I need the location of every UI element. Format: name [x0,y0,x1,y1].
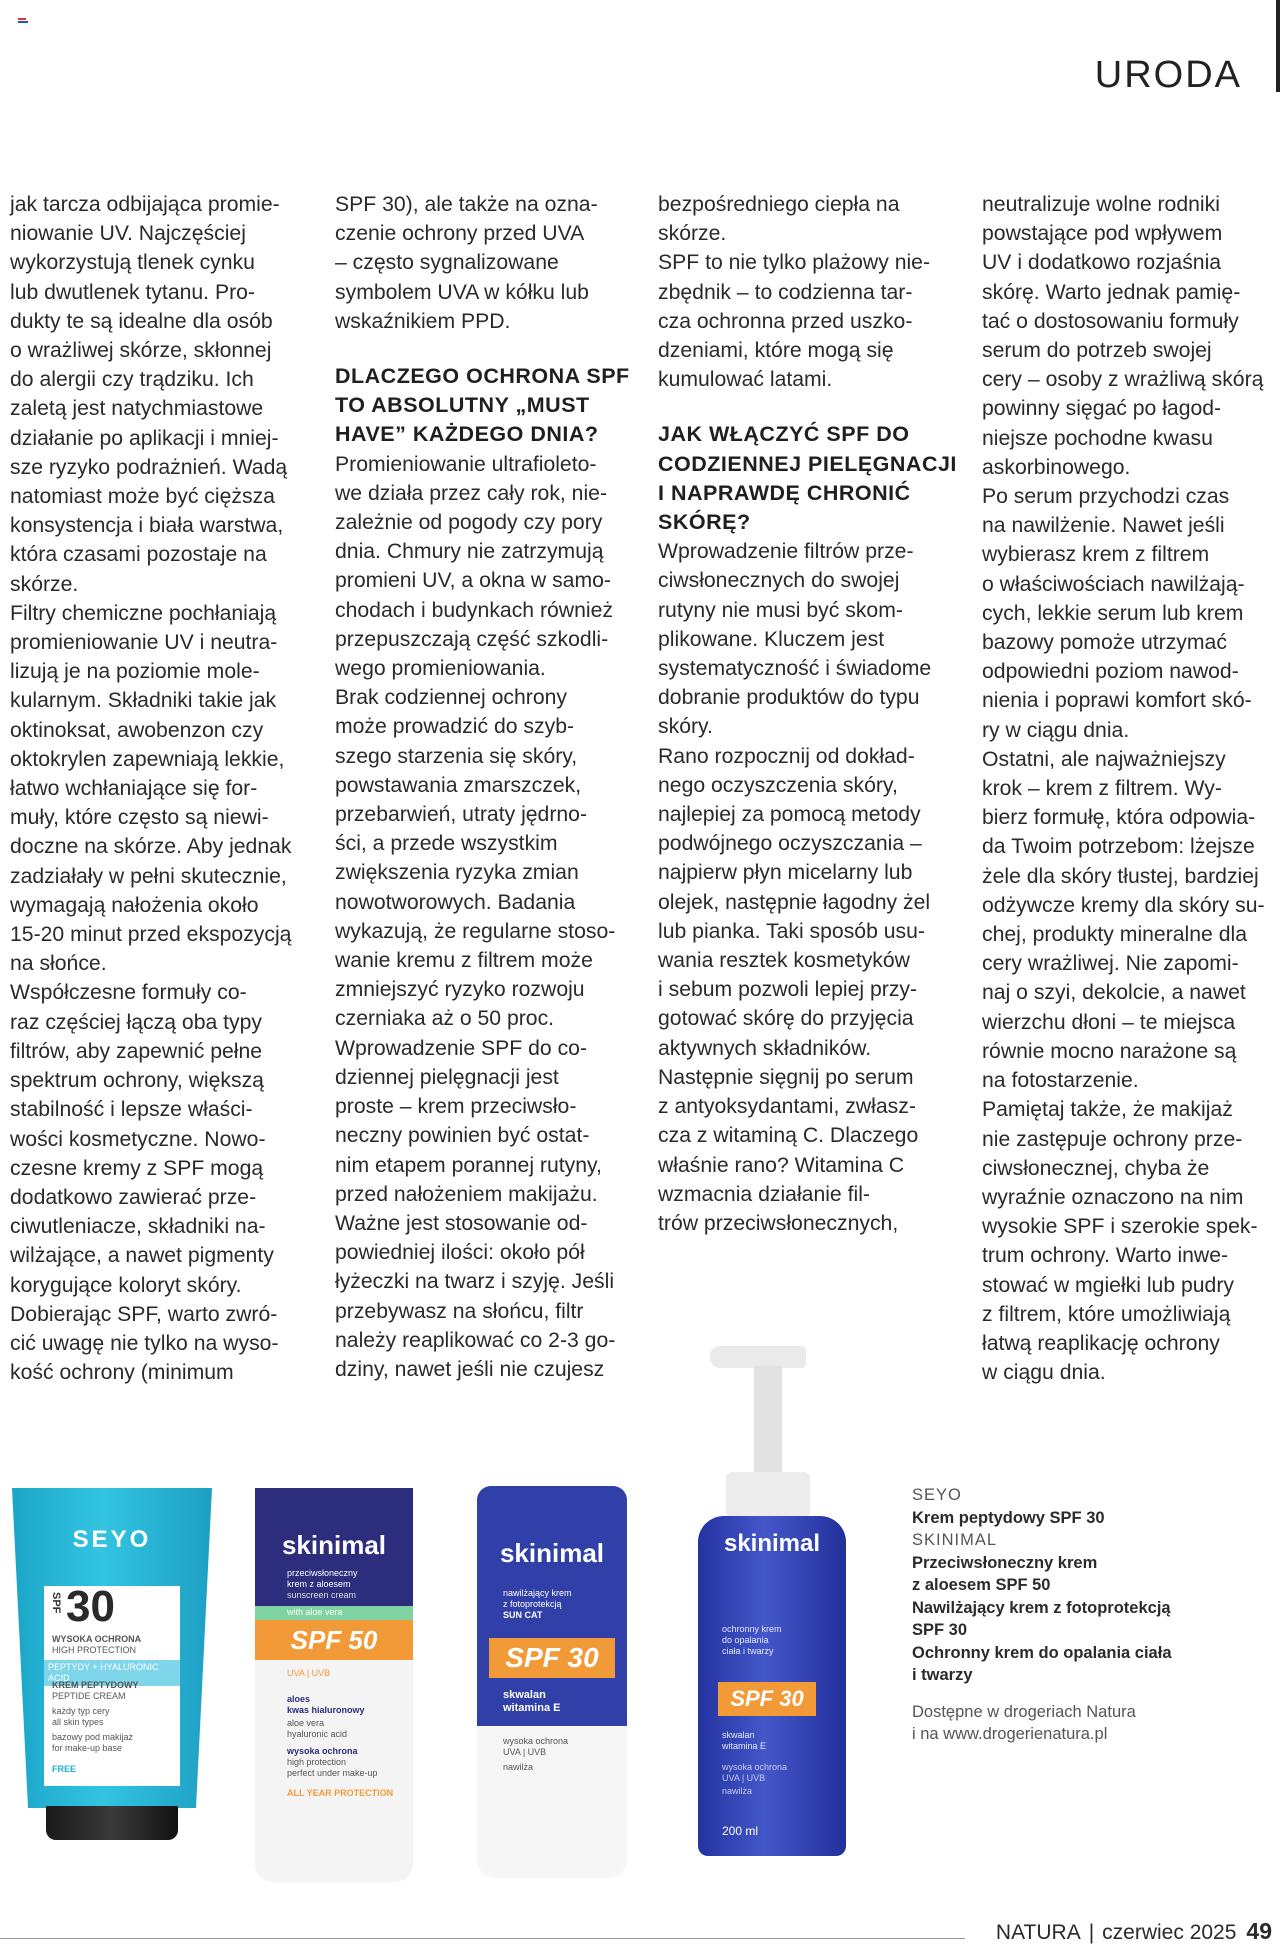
suncat-label-line: UVA | UVB [503,1747,547,1757]
seyo-tube-cap [46,1806,178,1840]
footer-magazine: NATURA [995,1921,1081,1944]
pump-nozzle [710,1346,806,1368]
aloes-label-line: with aloe vera [287,1607,343,1617]
caption-brand-seyo: SEYO [912,1486,962,1504]
product-image-seyo [12,1488,212,1840]
article-paragraph: Rano rozpocznij od dokład- nego oczyszczenia skóry, najlepiej za pomocą metody podwójnego oczyszczania – najpierw płyn micelarny lub olejek, następnie łagodny żel lub pianka. Taki sposób usu- wania resztek kosmetyków i sebum pozwoli lepiej przy- gotować skórę do przyjęcia aktywnych składników. [658,744,931,1060]
article-paragraph: Wprowadzenie filtrów prze- ciwsłonecznych do swojej rutyny nie musi być skom- plikowane. Kluczem jest systematyczność i świadome dobranie produktów do typu skóry. [658,540,932,739]
article-paragraph: SPF to nie tylko plażowy nie- zbędnik – to codzienna tar- cza ochronna przed uszko- dzeniami, które mogą się kumulować latami. [658,251,931,392]
caption-availability: Dostępne w drogeriach Natura i na www.drogerienatura.pl [912,1702,1136,1743]
product-image-skinimal-aloes [255,1488,413,1882]
aloes-brand-label: skinimal [281,1530,387,1560]
caption-product-seyo: Krem peptydowy SPF 30 [912,1508,1105,1527]
seyo-label-line: PEPTIDE CREAM [52,1691,126,1701]
seyo-label-line: PEPTYDY + HYALURONIC ACID [44,1660,180,1686]
footer-issue: czerwiec 2025 [1102,1921,1237,1944]
article-paragraph: bezpośredniego ciepła na skórze. [658,193,900,246]
pump-label-line: ochronny krem [722,1624,782,1634]
suncat-label-line: nawilża [503,1762,534,1772]
article-paragraph: Brak codziennej ochrony może prowadzić do szyb- szego starzenia się skóry, powstawania zmarszczek, przebarwień, utraty jędrno- ści, a przede wszystkim zwiększenia ryzyka zmian nowotworowych. Badania wykazują, że regularne stoso- wanie kremu z filtrem może zmniejszyć ryzyko rozwoju czerniaka aż o 50 proc. [335,686,616,1031]
pump-spf-band: SPF 30 [718,1682,816,1716]
suncat-label-line: wysoka ochrona [503,1736,569,1746]
product-caption [912,1484,1252,1746]
pump-label-line: UVA | UVB [722,1773,766,1783]
article-paragraph: Wprowadzenie SPF do co- dziennej pielęgnacji jest proste – krem przeciwsło- neczny powinien być ostat- nim etapem porannej rutyny, przed nałożeniem makijażu. Ważne jest stosowanie od- powiedniej ilości: około pół łyżeczki na twarz i szyję. Jeśli przebywasz na słońcu, filtr należy reaplikować co 2-3 go- dziny, nawet jeśli nie czujesz [335,1036,616,1381]
aloes-label-line: wysoka ochrona [287,1746,358,1756]
aloes-label-line: kwas hialuronowy [287,1705,365,1715]
article-paragraph: Ostatni, ale najważniejszy krok – krem z filtrem. Wy- bierz formułę, która odpowia- da Twoim potrzebom: lżejsze żele dla skóry tłustej, bardziej odżywcze kremy dla skóry su- chej, produkty mineralne dla cery wrażliwej. Nie zapomi- naj o szyi, dekolcie, a nawet wierzchu dłoni – te miejsca równie mocno narażone są na fotostarzenie. [982,747,1265,1093]
aloes-label-line: sunscreen cream [287,1590,357,1600]
article-paragraph: Dobierając SPF, warto zwró- cić uwagę nie tylko na wyso- kość ochrony (minimum [10,1302,279,1385]
caption-product-pump: Ochronny krem do opalania ciała i twarzy [912,1643,1172,1684]
pump-label-line: skwalan [722,1730,755,1740]
pump-label-line: nawilża [722,1786,753,1796]
caption-product-aloes: Przeciwsłoneczny krem z aloesem SPF 50 [912,1553,1098,1594]
article-subheading: JAK WŁĄCZYĆ SPF DO CODZIENNEJ PIELĘGNACJI I NAPRAWDĘ CHRONIĆ SKÓRĘ? [658,422,957,535]
article-column-2 [335,190,641,1384]
seyo-label-line: każdy typ cery [52,1706,110,1716]
pump-collar [726,1472,810,1518]
article-paragraph: Następnie sięgnij po serum z antyoksydantami, zwłasz- cza z witaminą C. Dlaczego właśnie rano? Witamina C wzmacnia działanie fil- trów przeciwsłonecznych, [658,1065,919,1235]
aloes-label-line: przeciwsłoneczny [287,1568,358,1578]
suncat-label-line: witamina E [503,1702,561,1714]
pump-brand-label: skinimal [723,1530,821,1557]
article-column-4 [982,190,1280,1387]
aloes-label-line: aloes [287,1694,311,1704]
seyo-label-line: FREE [52,1764,77,1774]
page-footer [996,1918,1272,1945]
product-image-skinimal-sun-cat [477,1486,627,1878]
footer-separator: | [1088,1921,1095,1944]
seyo-spf-number: 30 [66,1582,115,1631]
suncat-label-line: z fotoprotekcją [503,1599,562,1609]
section-rule [1276,0,1280,92]
aloes-spf-band: SPF 50 [255,1620,413,1660]
aloes-label-line: ALL YEAR PROTECTION [287,1788,394,1798]
section-title: URODA [1094,54,1242,96]
aloes-label-line: high protection [287,1757,347,1767]
pump-label-line: ciała i twarzy [722,1646,774,1656]
article-paragraph: Pamiętaj także, że makijaż nie zastępuje ochrony prze- ciwsłonecznej, chyba że wyraźnie oznaczono na nim wysokie SPF i szerokie spek- trum ochrony. Warto inwe- stować w mgiełki lub pudry z filtrem, które umożliwiają łatwą reaplikację ochrony w ciągu dnia. [982,1098,1258,1385]
seyo-label-line: KREM PEPTYDOWY [52,1680,139,1690]
article-column-1 [10,190,316,1387]
product-image-skinimal-pump [690,1346,854,1856]
pump-volume-label: 200 ml [722,1824,759,1838]
suncat-label-line: nawilżający krem [503,1588,572,1598]
aloes-label-line: aloe vera [287,1718,325,1728]
suncat-spf-band: SPF 30 [489,1638,615,1678]
pump-stem [754,1366,782,1474]
pump-label-line: witamina E [722,1741,767,1751]
suncat-brand-label: skinimal [499,1538,605,1568]
seyo-brand-label: SEYO [72,1526,152,1553]
seyo-label-line: HIGH PROTECTION [52,1645,137,1655]
aloes-label-line: hyaluronic acid [287,1729,348,1739]
seyo-label-line: bazowy pod makijaż [52,1732,134,1742]
corner-mark [18,18,28,26]
article-paragraph: neutralizuje wolne rodniki powstające pod wpływem UV i dodatkowo rozjaśnia skórę. Warto jednak pamię- tać o dostosowaniu formuły serum do potrzeb swojej cery – osoby z wrażliwą skórą powinny sięgać po łagod- niejsze pochodne kwasu askorbinowego. [982,193,1264,479]
suncat-label-line: SUN CAT [503,1610,543,1620]
seyo-label-line: all skin types [52,1717,104,1727]
article-paragraph: Promieniowanie ultrafioleto- we działa przez cały rok, nie- zależnie od pogody czy pory dnia. Chmury nie zatrzymują promieni UV, a okna w samo- chodach i budynkach również przepuszczają część szkodli- wego promieniowania. [335,452,613,681]
caption-product-sun-cat: Nawilżający krem z fotoprotekcją SPF 30 [912,1598,1171,1639]
article-subheading: DLACZEGO OCHRONA SPF TO ABSOLUTNY „MUST HAVE” KAŻDEGO DNIA? [335,364,630,447]
suncat-label-line: skwalan [503,1689,546,1701]
aloes-label-line: perfect under make-up [287,1768,378,1778]
footer-rule [0,1938,965,1939]
seyo-label-line: for make-up base [52,1743,123,1753]
page-number: 49 [1246,1918,1272,1944]
pump-label-line: wysoka ochrona [722,1762,788,1772]
seyo-spf-prefix: SPF [50,1592,62,1614]
aloes-label-line: UVA | UVB [287,1668,331,1678]
article-paragraph: Filtry chemiczne pochłaniają promieniowanie UV i neutra- lizują je na poziomie mole- kularnym. Składniki takie jak oktinoksat, awobenzon czy oktokrylen zapewniają lekkie, łatwo wchłaniające się for- muły, które często są niewi- doczne na skórze. Aby jednak zadziałały w pełni skutecznie, wymagają nałożenia około 15-20 minut przed ekspozycją na słońce. [10,601,292,976]
caption-brand-skinimal: SKINIMAL [912,1531,998,1549]
pump-label-line: do opalania [722,1635,769,1645]
article-paragraph: Po serum przychodzi czas na nawilżenie. Nawet jeśli wybierasz krem z filtrem o właściwościach nawilżają- cych, lekkie serum lub krem bazowy pomoże utrzymać odpowiedni poziom nawod- nienia i poprawi komfort skó- ry w ciągu dnia. [982,485,1252,742]
seyo-label-line: WYSOKA OCHRONA [52,1634,142,1644]
article-column-3 [658,190,964,1238]
article-paragraph: SPF 30), ale także na ozna- czenie ochrony przed UVA – często sygnalizowane symbolem UVA w kółku lub wskaźnikiem PPD. [335,193,598,333]
article-paragraph: Współczesne formuły co- raz częściej łączą oba typy filtrów, aby zapewnić pełne spektrum ochrony, większą stabilność i lepsze właści- wości kosmetyczne. Nowo- czesne kremy z SPF mogą dodatkowo zawierać prze- ciwutleniacze, składniki na- wilżające, a nawet pigmenty korygujące koloryt skóry. [10,981,274,1297]
article-paragraph: jak tarcza odbijająca promie- niowanie UV. Najczęściej wykorzystują tlenek cynku lub dwutlenek tytanu. Pro- dukty te są idealne dla osób o wrażliwej skórze, skłonnej do alergii czy trądziku. Ich zaletą jest natychmiastowe działanie po aplikacji i mniej- sze ryzyko podrażnień. Wadą natomiast może być cięższa konsystencja i biała warstwa, która czasami pozostaje na skórze. [10,193,288,596]
aloes-label-line: krem z aloesem [287,1579,351,1589]
